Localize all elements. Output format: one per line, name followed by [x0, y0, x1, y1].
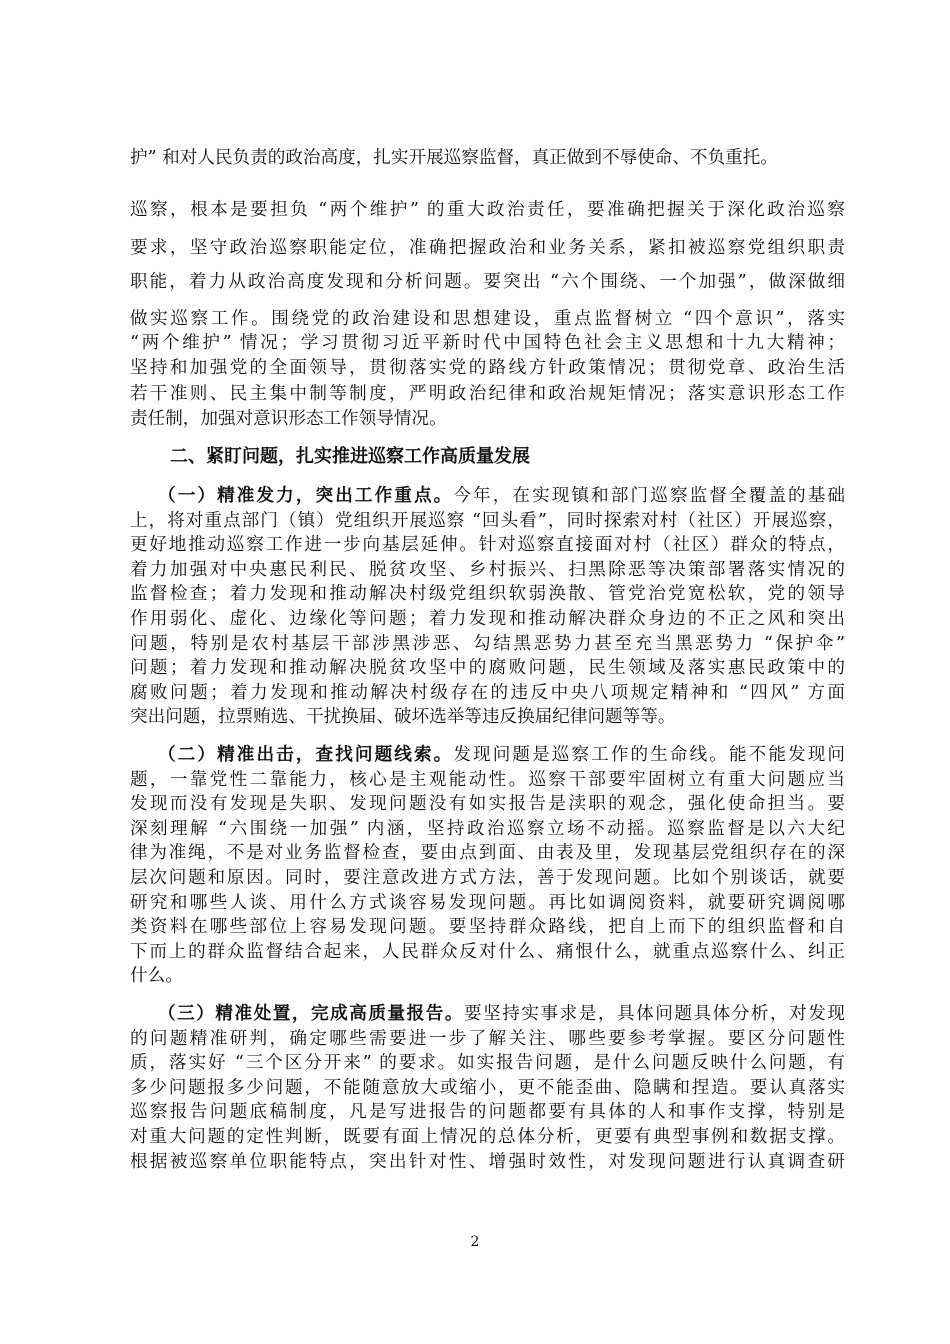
paragraph-line: 责任制，加强对意识形态工作领导情况。 — [130, 409, 447, 429]
paragraph-line: 问题；着力发现和推动解决脱贫攻坚中的腐败问题，民生领域及落实惠民政策中的 — [130, 658, 845, 678]
paragraph-line: 要求，坚守政治巡察职能定位，准确把握政治和业务关系，紧扣被巡察党组织职责 — [130, 238, 845, 258]
paragraph-line: 着力加强对中央惠民利民、脱贫攻坚、乡村振兴、扫黑除恶等决策部署落实情况的 — [130, 560, 845, 580]
paragraph-line: 层次问题和原因。同时，要注意改进方式方法，善于发现问题。比如个别谈话，就要 — [130, 868, 845, 888]
paragraph-first-line — [158, 743, 845, 767]
paragraph-line: 监督检查；着力发现和推动解决村级党组织软弱涣散、管党治党宽松软，党的领导 — [130, 584, 845, 604]
paragraph-line: 突出问题，拉票贿选、干扰换届、破坏选举等违反换届纪律问题等等。 — [130, 707, 676, 727]
paragraph-line: 对重大问题的定性判断，既要有面上情况的总体分析，更要有典型事例和数据支撑。 — [130, 1127, 845, 1147]
paragraph-line: 律为准绳，不是对业务监督检查，要由点到面、由表及里，发现基层党组织存在的深 — [130, 843, 845, 863]
paragraph-line: 多少问题报多少问题，不能随意放大或缩小，更不能歪曲、隐瞒和捏造。要认真落实 — [130, 1078, 845, 1098]
paragraph-line: 深刻理解 “六围绕一加强” 内涵，坚持政治巡察立场不动摇。巡察监督是以六大纪 — [130, 819, 845, 839]
paragraph-line: 下而上的群众监督结合起来，人民群众反对什么、痛恨什么，就重点巡察什么、纠正 — [130, 942, 845, 962]
paragraph-line: 腐败问题；着力发现和推动解决村级存在的违反中央八项规定精神和 “四风” 方面 — [130, 683, 845, 703]
paragraph-line: 巡察，根本是要担负 “两个维护” 的重大政治责任，要准确把握关于深化政治巡察 — [130, 200, 845, 220]
paragraph-line: 类资料在哪些部位上容易发现问题。要坚持群众路线，把自上而下的组织监督和自 — [130, 917, 845, 937]
paragraph-line: 根据被巡察单位职能特点，突出针对性、增强时效性，对发现问题进行认真调查研 — [130, 1152, 845, 1172]
paragraph-line: 质，落实好 “三个区分开来” 的要求。如实报告问题，是什么问题反映什么问题，有 — [130, 1053, 845, 1073]
paragraph-text: 要坚持实事求是，具体问题具体分析，对发现 — [464, 1004, 845, 1024]
paragraph-first-line — [158, 1002, 845, 1026]
paragraph-text: 发现问题是巡察工作的生命线。能不能发现问 — [453, 745, 845, 765]
subsection-title: （三）精准处置，完成高质量报告。 — [158, 1003, 465, 1024]
page-number: 2 — [470, 1234, 480, 1250]
paragraph-line: 题，一靠党性二靠能力，核心是主观能动性。巡察干部要牢固树立有重大问题应当 — [130, 770, 845, 790]
paragraph-line: 做实巡察工作。围绕党的政治建设和思想建设，重点监督树立 “四个意识”，落实 — [130, 309, 845, 329]
subsection-title: （二）精准出击，查找问题线索。 — [158, 744, 454, 765]
paragraph-first-line — [158, 484, 845, 508]
section-heading: 二、紧盯问题，扎实推进巡察工作高质量发展 — [170, 446, 530, 467]
paragraph-line: 更好地推动巡察工作进一步向基层延伸。针对巡察直接面对村（社区）群众的特点， — [130, 535, 845, 555]
paragraph-line: 的问题精准研判，确定哪些需要进一步了解关注、哪些要参考掌握。要区分问题性 — [130, 1029, 845, 1049]
paragraph-line: 问题，特别是农村基层干部涉黑涉恶、勾结黑恶势力甚至充当黑恶势力 “保护伞” — [130, 634, 845, 654]
subsection-title: （一）精准发力，突出工作重点。 — [158, 485, 454, 506]
paragraph-line: 坚持和加强党的全面领导，贯彻落实党的路线方针政策情况；贯彻党章、政治生活 — [130, 358, 845, 378]
paragraph-line: 什么。 — [130, 966, 183, 986]
paragraph-line: 护” 和对人民负责的政治高度，扎实开展巡察监督，真正做到不辱使命、不负重托。 — [130, 148, 778, 168]
paragraph-line: 研究和哪些人谈、用什么方式谈容易发现问题。再比如调阅资料，就要研究调阅哪 — [130, 893, 845, 913]
paragraph-line: 巡察报告问题底稿制度，凡是写进报告的问题都要有具体的人和事作支撑，特别是 — [130, 1102, 845, 1122]
paragraph-line: 作用弱化、虚化、边缘化等问题；着力发现和推动解决群众身边的不正之风和突出 — [130, 609, 845, 629]
paragraph-line: 上，将对重点部门（镇）党组织开展巡察 “回头看”，同时探索对村（社区）开展巡察， — [130, 511, 845, 531]
paragraph-line: 职能，着力从政治高度发现和分析问题。要突出 “六个围绕、一个加强”，做深做细 — [130, 272, 845, 292]
paragraph-line: 发现而没有发现是失职、发现问题没有如实报告是渎职的观念，强化使命担当。要 — [130, 794, 845, 814]
paragraph-line: “两个维护” 情况；学习贯彻习近平新时代中国特色社会主义思想和十九大精神； — [130, 333, 845, 353]
paragraph-line: 若干准则、民主集中制等制度，严明政治纪律和政治规矩情况；落实意识形态工作 — [130, 384, 845, 404]
paragraph-text: 今年，在实现镇和部门巡察监督全覆盖的基础 — [453, 486, 845, 506]
